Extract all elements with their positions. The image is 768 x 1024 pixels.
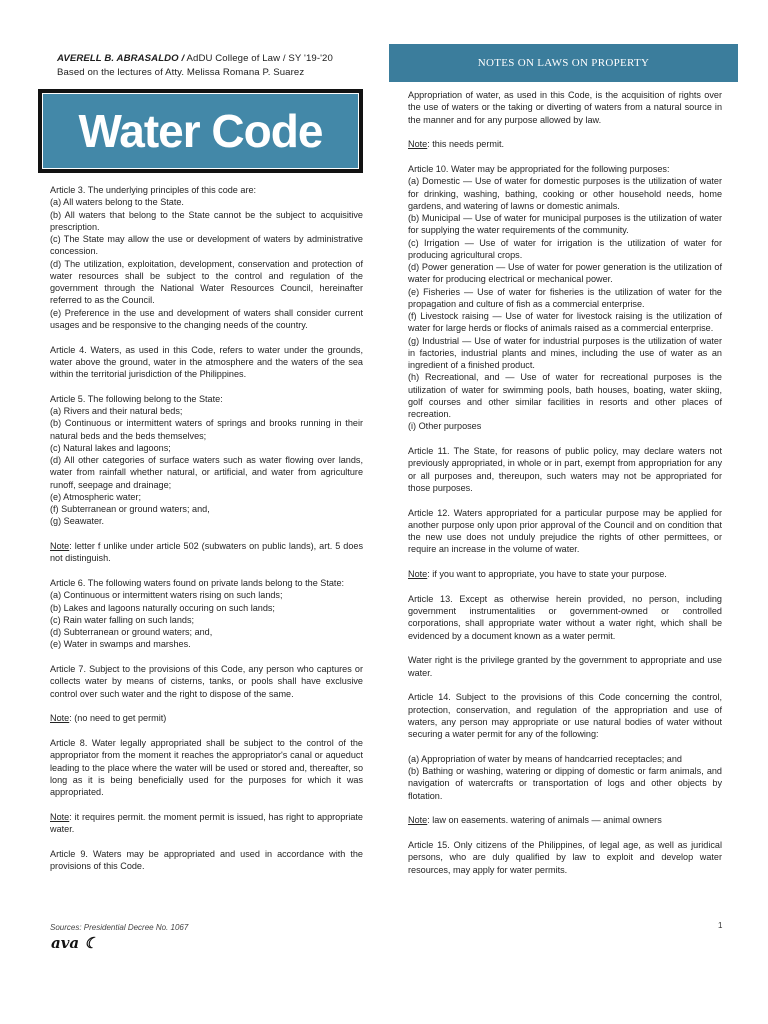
paragraph: [50, 712, 363, 724]
text-line: (d) All other categories of surface waters such as water flowing over lands, water from rainfall whether natural, or artificial, and water from agriculture runoff, seepage and drainage;: [50, 455, 363, 490]
header-title-bar: [389, 44, 738, 82]
note-text: : (no need to get permit): [69, 713, 167, 724]
author-line: [57, 52, 377, 66]
paragraph: [408, 654, 722, 679]
text-line: (f) Livestock raising — Use of water for livestock raising is the utilization of water for large herds or flocks of animals raised as a commercial enterprise.: [408, 311, 722, 334]
text-line: Article 7. Subject to the provisions of this Code, any person who captures or collects water by means of cisterns, tanks, or pools shall have exclusive control over such water and the right to dispose of the same.: [50, 664, 363, 699]
text-line: (g) Industrial — Use of water for industrial purposes is the utilization of water in factories, industrial plants and mines, including the use of water as an ingredient of a finished product.: [408, 335, 722, 370]
paragraph: [408, 691, 722, 740]
text-line: (a) Appropriation of water by means of handcarried receptacles; and: [408, 753, 682, 764]
paragraph: [50, 737, 363, 798]
paragraph: [408, 568, 722, 580]
text-line: Article 12. Waters appropriated for a particular purpose may be applied for another purpose only upon prior approval of the Council and on condition that the new use does not unduly prejudice the rights of other permittees, or require an increase in the volume of water.: [408, 507, 722, 555]
text-line: (e) Fisheries — Use of water for fisheries is the utilization of water for the propagation and culture of fish as a commercial enterprise.: [408, 286, 722, 309]
school-info: AdDU College of Law / SY '19-'20: [184, 53, 333, 64]
text-line: Article 9. Waters may be appropriated and used in accordance with the provisions of this Code.: [50, 848, 363, 871]
text-line: (e) Atmospheric water;: [50, 491, 141, 502]
text-line: (b) Continuous or intermittent waters of springs and brooks running in their natural beds and the beds themselves;: [50, 418, 363, 441]
text-line: Article 13. Except as otherwise herein provided, no person, including government instrumentalities or government-owned or controlled corporations, shall appropriate water without a water right, which shall be evidenced by a document known as a water permit.: [408, 593, 722, 641]
text-line: Water right is the privilege granted by the government to appropriate and use water.: [408, 655, 722, 678]
header-bar-title: NOTES ON LAWS ON PROPERTY: [477, 57, 650, 69]
paragraph: [408, 753, 722, 802]
note-label: Note: [408, 139, 428, 150]
text-line: Article 6. The following waters found on private lands belong to the State:: [50, 578, 345, 588]
text-line: Appropriation of water, as used in this Code, is the acquisition of rights over the use of waters or the taking or diverting of waters from a natural source in the manner and for any purpose allowed by law.: [408, 90, 722, 125]
text-line: (a) All waters belong to the State.: [50, 197, 184, 208]
page-number: 1: [718, 921, 723, 930]
text-line: (c) Irrigation — Use of water for irrigation is the utilization of water for producing agricultural crops.: [408, 237, 722, 260]
sources-note: Sources: Presidential Decree No. 1067: [50, 923, 189, 932]
note-label: Note: [50, 713, 70, 724]
text-line: Article 11. The State, for reasons of public policy, may declare waters not previously appropriated, in whole or in part, exempt from appropriation for any or all purposes and, thereupon, such waters may not be appropriated for those purposes.: [408, 446, 722, 493]
note-label: Note: [50, 541, 70, 551]
text-line: (a) Domestic — Use of water for domestic purposes is the utilization of water for drinking, washing, bathing, cooking or other household needs, home gardens, and watering of lawns or domestic animals.: [408, 176, 722, 211]
text-line: [408, 814, 722, 826]
text-line: Article 10. Water may be appropriated for the following purposes:: [408, 164, 670, 174]
paragraph: [408, 593, 722, 642]
text-line: Article 3. The underlying principles of this code are:: [50, 185, 257, 195]
paragraph: [408, 445, 722, 494]
text-line: (i) Other purposes: [408, 421, 482, 432]
text-line: [408, 138, 722, 150]
title-box: [38, 89, 363, 173]
note-label: Note: [408, 815, 428, 826]
text-line: (a) Continuous or intermittent waters rising on such lands;: [50, 590, 283, 601]
author-name: AVERELL B. ABRASALDO /: [57, 53, 185, 64]
paragraph: [408, 138, 722, 150]
text-line: Article 4. Waters, as used in this Code, refers to water under the grounds, water above the ground, water in the atmosphere and the waters of the sea within the territorial jurisdiction of the Philippines.: [50, 344, 363, 379]
paragraph: [50, 811, 363, 836]
text-line: (b) Bathing or washing, watering or dipping of domestic or farm animals, and navigation of watercrafts or transportation of logs and other objects by flotation.: [408, 766, 722, 801]
text-line: [50, 811, 363, 836]
paragraph: [408, 89, 722, 126]
paragraph: [50, 184, 363, 331]
text-line: [50, 712, 363, 724]
paragraph: [50, 344, 363, 381]
note-text: : law on easements. watering of animals — animal owners: [427, 815, 662, 826]
note-label: Note: [50, 811, 70, 822]
text-line: (c) Natural lakes and lagoons;: [50, 442, 171, 453]
paragraph: [408, 163, 722, 433]
text-line: Article 15. Only citizens of the Philippines, of legal age, as well as juridical persons, who are duly qualified by law to exploit and develop water resources, may apply for water permits.: [408, 840, 722, 875]
paragraph: [408, 814, 722, 826]
note-text: : if you want to appropriate, you have to state your purpose.: [427, 569, 667, 579]
note-text: : this needs permit.: [427, 139, 505, 150]
text-line: (g) Seawater.: [50, 516, 105, 527]
lectures-line: Based on the lectures of Atty. Melissa Romana P. Suarez: [57, 67, 305, 78]
text-line: (h) Recreational, and — Use of water for recreational purposes is the utilization of water for swimming pools, bath houses, boating, water skiing, golf courses and other similar facilities in resorts and other places of recreation.: [408, 372, 722, 419]
paragraph: [408, 839, 722, 876]
text-line: Article 5. The following belong to the State:: [50, 393, 223, 404]
paragraph: [50, 663, 363, 700]
paragraph: [408, 507, 722, 556]
text-line: (d) The utilization, exploitation, development, conservation and protection of water resources shall be subject to the control and regulation of the government through the National Water Resources Council, hereinafter referred to as the Council.: [50, 258, 363, 306]
paragraph: [50, 848, 363, 873]
note-label: Note: [408, 569, 428, 579]
signature: ava ☾: [51, 934, 98, 952]
right-column: [408, 89, 722, 888]
note-text: : it requires permit. the moment permit is issued, has right to appropriate water.: [50, 811, 363, 834]
text-line: Article 14. Subject to the provisions of this Code concerning the control, protection, conservation, and regulation of the appropriation and use of waters, any person may appropriate or use natural bodies of water without securing a water permit for any of the following:: [408, 692, 722, 739]
text-line: (f) Subterranean or ground waters; and,: [50, 504, 210, 514]
text-line: (b) Lakes and lagoons naturally occuring on such lands;: [50, 602, 275, 613]
note-text: : letter f unlike under article 502 (subwaters on public lands), art. 5 does not distinguish.: [50, 541, 363, 564]
text-line: (a) Rivers and their natural beds;: [50, 406, 183, 416]
left-column: [50, 184, 363, 885]
text-line: (c) The State may allow the use or development of waters by administrative concession.: [50, 234, 363, 257]
text-line: (b) All waters that belong to the State cannot be the subject to acquisitive prescription.: [50, 209, 363, 232]
text-line: (d) Subterranean or ground waters; and,: [50, 627, 213, 637]
page-title: Water Code: [42, 93, 359, 169]
text-line: (e) Water in swamps and marshes.: [50, 639, 191, 650]
text-line: [50, 540, 363, 565]
paragraph: [50, 393, 363, 528]
text-line: (c) Rain water falling on such lands;: [50, 614, 195, 625]
header-author-block: [57, 52, 377, 80]
text-line: (e) Preference in the use and development of waters shall consider current usages and be responsive to the changing needs of the country.: [50, 307, 363, 330]
text-line: (d) Power generation — Use of water for power generation is the utilization of water for producing electrical or mechanical power.: [408, 262, 722, 285]
text-line: (b) Municipal — Use of water for municipal purposes is the utilization of water for supplying the water requirements of the community.: [408, 213, 722, 236]
text-line: [408, 568, 722, 580]
paragraph: [50, 540, 363, 565]
paragraph: [50, 577, 363, 651]
text-line: Article 8. Water legally appropriated shall be subject to the control of the appropriator from the moment it reaches the appropriator's canal or aqueduct leading to the place where the water will be used or stored and, thereafter, so long as it is being beneficially used for the purposes for which it was appropriated.: [50, 738, 363, 797]
